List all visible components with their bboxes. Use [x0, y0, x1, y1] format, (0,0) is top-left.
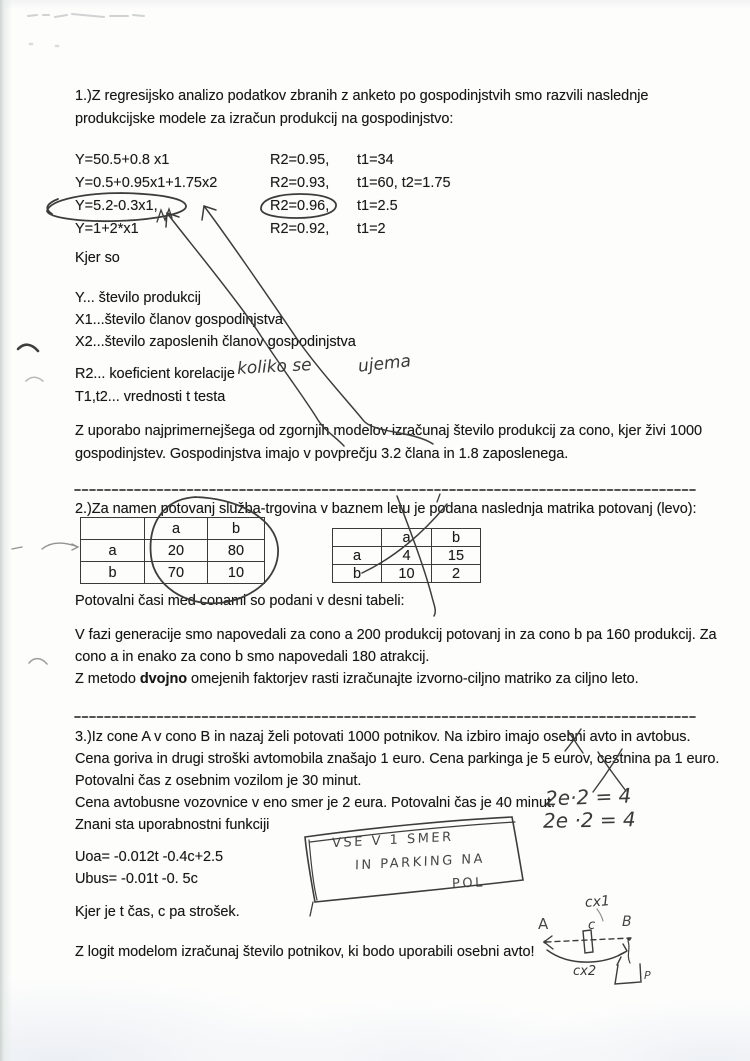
s3-final: Z logit modelom izračunaj število potnikov, ki bodo uporabili osebni avto!: [75, 944, 535, 960]
diagram-label-cx1: cx1: [584, 893, 611, 911]
trip-matrix-ba: 70: [145, 562, 208, 584]
diagram-label-cx2: cx2: [573, 964, 597, 979]
model-3-t: t1=2.5: [357, 198, 398, 214]
model-4-r2: R2=0.92,: [270, 221, 330, 237]
scan-smudge: [28, 14, 144, 46]
diagram-parking-box: [615, 957, 641, 984]
diagram-arrowhead: [544, 936, 553, 949]
s1-def-y: Y... število produkcij: [75, 290, 201, 306]
s1-def-x2: X2...število zaposlenih članov gospodinjstva: [75, 334, 356, 350]
s1-def-t: T1,t2... vrednosti t testa: [75, 389, 226, 405]
diagram-cx1-tick: [597, 909, 603, 921]
handwritten-box-line3: POL: [451, 875, 486, 892]
s3-line1: 3.)Iz cone A v cono B in nazaj želi potovati 1000 potnikov. Na izbiro imajo osebni avto in avtobus.: [75, 729, 691, 745]
model-3-equation: Y=5.2-0.3x1,: [75, 198, 158, 214]
s1-task-line2: gospodinjstev. Gospodinjstva imajo v povprečju 3.2 člana in 1.8 zaposlenega.: [75, 446, 569, 462]
diagram-dashed-route: [546, 938, 631, 942]
trip-matrix-col-a: a: [145, 518, 208, 540]
travel-time-col-b: b: [432, 529, 481, 547]
s3-utility-ubus: Ubus= -0.01t -0. 5c: [75, 871, 198, 887]
margin-mark-3: [29, 659, 47, 664]
margin-mark-1: [18, 345, 38, 351]
trip-matrix-ab: 80: [208, 540, 265, 562]
diagram-b-connector: [628, 941, 630, 963]
trip-matrix-bb: 10: [208, 562, 265, 584]
s1-intro-line1: 1.)Z regresijsko analizo podatkov zbranih z anketo po gospodinjstvih smo razvili naslednje: [75, 88, 649, 104]
model-1-equation: Y=50.5+0.8 x1: [75, 152, 170, 168]
s1-def-r2: R2... koeficient korelacije: [75, 366, 235, 382]
model-4-t: t1=2: [357, 221, 386, 237]
handwritten-box-line2: IN PARKING NA: [354, 851, 486, 874]
model-4-equation: Y=1+2*x1: [75, 221, 139, 237]
s3-line4: Cena avtobusne vozovnice v eno smer je 2 eura. Potovalni čas je 40 minut.: [75, 795, 555, 811]
s2-para-line3-post: omejenih faktorjev rasti izračunajte izvorno-ciljno matriko za ciljno leto.: [187, 671, 639, 687]
s2-title: 2.)Za namen potovanj služba-trgovina v baznem letu je podana naslednja matrika potovanj (levo):: [75, 501, 697, 517]
s2-note: Potovalni časi med conami so podani v desni tabeli:: [75, 593, 405, 609]
diagram-toll-gate: [583, 930, 593, 953]
s1-intro-line2: produkcijske modele za izračun produkcij na gospodinjstvo:: [75, 111, 454, 127]
travel-time-ab: 15: [432, 547, 481, 565]
model-1-t: t1=34: [357, 152, 394, 168]
model-row-1: [0, 152, 750, 174]
model-row-3: [0, 198, 750, 220]
model-row-4: [0, 221, 750, 243]
s3-line3: Potovalni čas z osebnim vozilom je 30 minut.: [75, 773, 362, 789]
trip-matrix-aa: 20: [145, 540, 208, 562]
s1-def-x1: X1...število članov gospodinjstva: [75, 312, 283, 328]
margin-arrow-table: [12, 543, 78, 550]
trip-matrix-row-a-label: a: [81, 540, 145, 562]
trip-matrix-row-b-label: b: [81, 562, 145, 584]
s3-line2: Cena goriva in drugi stroški avtomobila znašajo 1 euro. Cena parkinga je 5 eurov, cestnina pa 1 euro.: [75, 751, 720, 767]
model-2-equation: Y=0.5+0.95x1+1.75x2: [75, 175, 218, 191]
diagram-label-a: A: [538, 915, 549, 933]
s2-para-line3-pre: Z metodo: [75, 671, 140, 687]
travel-time-bb: 2: [432, 565, 481, 583]
travel-time-col-a: a: [382, 529, 432, 547]
s1-task-line1: Z uporabo najprimernejšega od zgornjih modelov izračunaj število produkcij za cono, kjer živi 1000: [75, 423, 702, 439]
trip-matrix-col-b: b: [208, 518, 265, 540]
travel-time-row-a-label: a: [333, 547, 382, 565]
travel-time-ba: 10: [382, 565, 432, 583]
s2-para-line3-bold: dvojno: [139, 671, 188, 687]
handwritten-calc-1: 2e·2 = 4: [544, 783, 632, 811]
travel-time-aa: 4: [382, 547, 432, 565]
diagram-label-c: c: [588, 918, 596, 933]
trip-matrix-table: [80, 517, 265, 584]
handwritten-r2-note-a: koliko se: [236, 355, 313, 379]
diagram-curved-route: [547, 944, 627, 962]
s2-para-line3: [75, 671, 639, 687]
handwritten-box-line1: VSE V 1 SMER: [331, 829, 454, 852]
handwritten-calc-2: 2e ·2 = 4: [542, 807, 636, 833]
travel-time-row-b-label: b: [333, 565, 382, 583]
s2-para-line2: cono a in enako za cono b smo napovedali 180 atrakcij.: [75, 649, 430, 665]
model-2-r2: R2=0.93,: [270, 175, 330, 191]
s1-kjer-so: Kjer so: [75, 250, 120, 266]
handwritten-r2-note-b: ujema: [357, 351, 412, 377]
model-1-r2: R2=0.95,: [270, 152, 330, 168]
s2-para-line1: V fazi generacije smo napovedali za cono a 200 produkcij potovanj in za cono b pa 160 produkcij. Za: [75, 627, 717, 643]
model-row-2: [0, 175, 750, 197]
model-3-r2: R2=0.96,: [270, 198, 330, 214]
s3-utility-uoa: Uoa= -0.012t -0.4c+2.5: [75, 849, 224, 865]
diagram-label-p: P: [644, 969, 651, 982]
s3-line5: Znani sta uporabnostni funkciji: [75, 817, 270, 833]
s3-kjer: Kjer je t čas, c pa strošek.: [75, 904, 240, 920]
model-2-t: t1=60, t2=1.75: [357, 175, 451, 191]
margin-mark-2: [26, 377, 43, 381]
diagram-label-b: B: [622, 914, 632, 930]
travel-time-table: [332, 528, 481, 583]
